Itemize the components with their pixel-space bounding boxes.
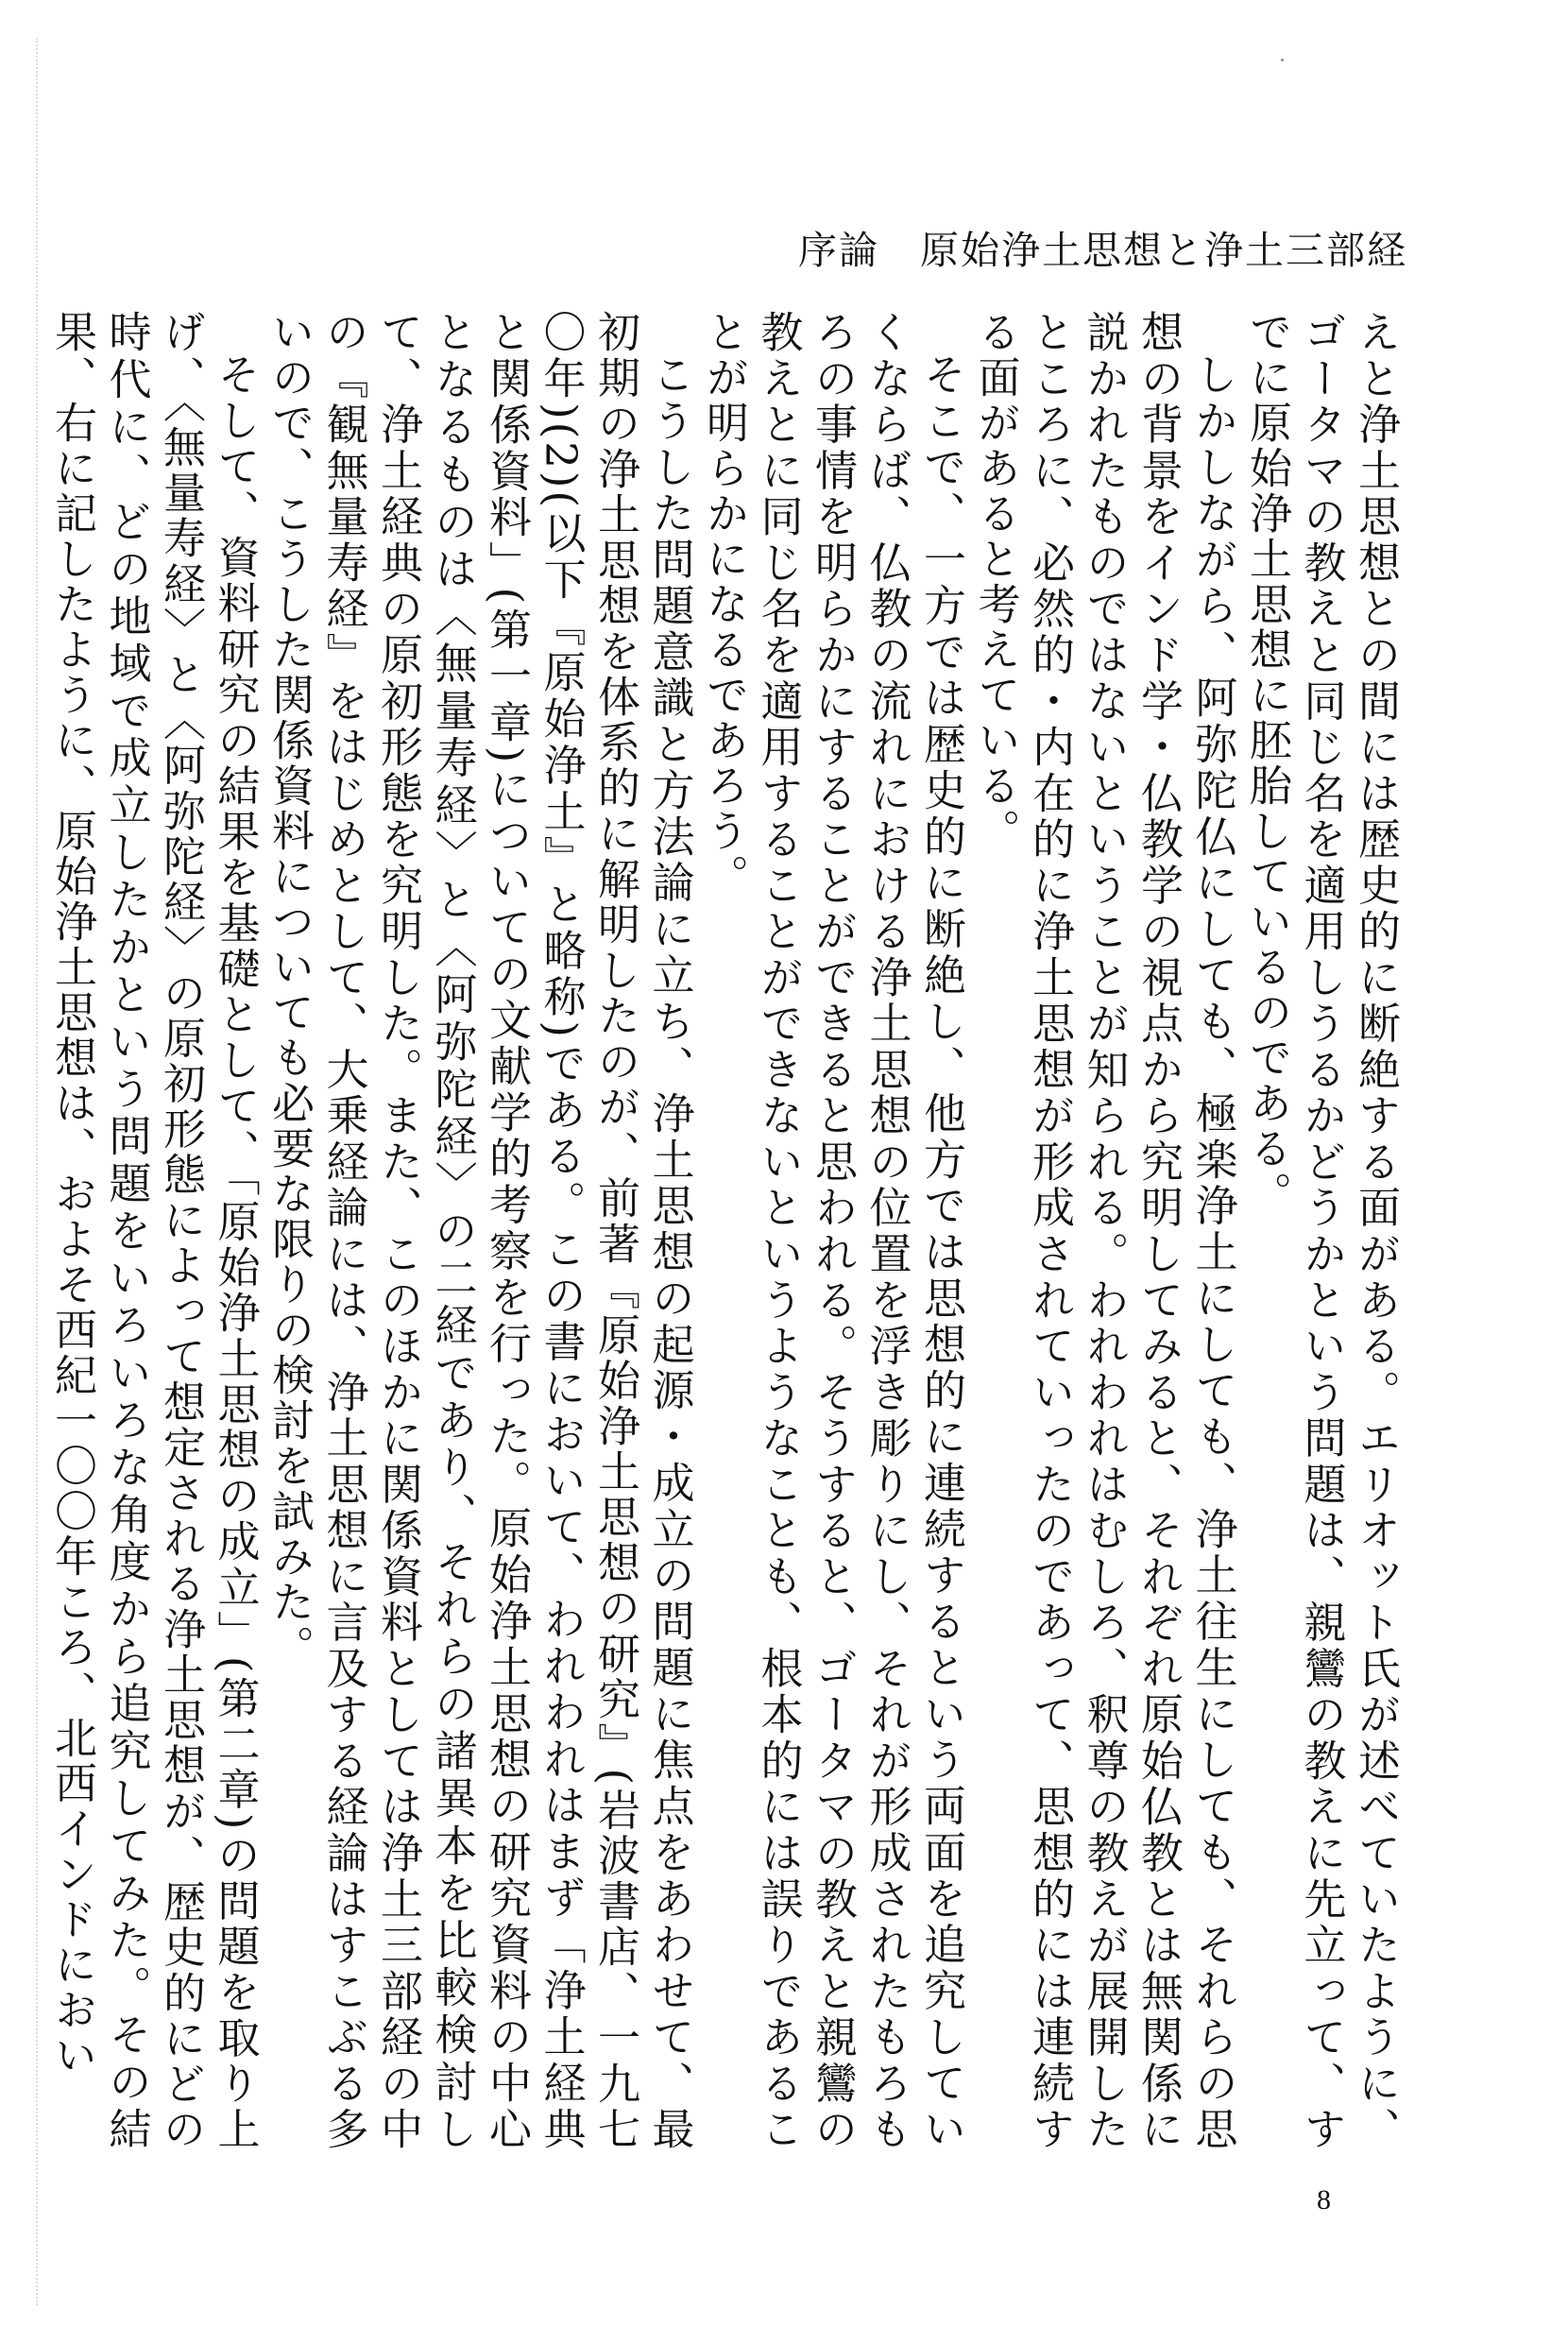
paragraph: しかしながら、阿弥陀仏にしても、極楽浄土にしても、浄土往生にしても、それらの思想の背景をインド学・仏教学の視点から究明してみると、それぞれ原始仏教とは無関係に説かれたものではないということが知られる。われわれはむしろ、釈尊の教えが展開したところに、必然的・内在的に浄土思想が形成されていったのであって、思想的には連続する面があると考えている。 [970,310,1238,2153]
paragraph: こうした問題意識と方法論に立ち、浄土思想の起源・成立の問題に焦点をあわせて、最初期の浄土思想を体系的に解明したのが、前著『原始浄土思想の研究』(岩波書店、一九七〇年)(2)(以下『原始浄土』と略称)である。この書において、われわれはまず「浄土経典と関係資料」(第一章)についての文献学的考察を行った。原始浄土思想の研究資料の中心となるものは〈無量寿経〉と〈阿弥陀経〉の二経であり、それらの諸異本を比較検討して、浄土経典の原初形態を究明した。また、このほかに関係資料としては浄土三部経の中の『観無量寿経』をはじめとして、大乗経論には、浄土思想に言及する経論はすこぶる多いので、こうした関係資料についても必要な限りの検討を試みた。 [264,310,695,2153]
scan-binding-edge [36,38,43,2305]
running-header: 序論 原始浄土思想と浄土三部経 [798,228,1407,273]
paragraph: えと浄土思想との間には歴史的に断絶する面がある。エリオット氏が述べていたように、ゴータマの教えと同じ名を適用しうるかどうかという問題は、親鸞の教えに先立って、すでに原始浄土思想に胚胎しているのである。 [1242,310,1401,2153]
body-text [47,310,1403,2153]
paragraph: そこで、一方では歴史的に断絶し、他方では思想的に連続するという両面を追究していくならば、仏教の流れにおける浄土思想の位置を浮き彫りにし、それが形成されたもろもろの事情を明らかにすることができると思われる。そうすると、ゴータマの教えと親鸞の教えとに同じ名を適用することができないというようなことも、根本的には誤りであることが明らかになるであろう。 [699,310,966,2153]
paragraph: そして、資料研究の結果を基礎として、「原始浄土思想の成立」(第二章)の問題を取り上げ、〈無量寿経〉と〈阿弥陀経〉の原初形態によって想定される浄土思想が、歴史的にどの時代に、どの地域で成立したかという問題をいろいろな角度から追究してみた。その結果、右に記したように、原始浄土思想は、およそ西紀一〇〇年ころ、北西インドにおい [47,310,261,2153]
scan-speck [1281,59,1284,61]
page-number: 8 [1317,2184,1331,2216]
